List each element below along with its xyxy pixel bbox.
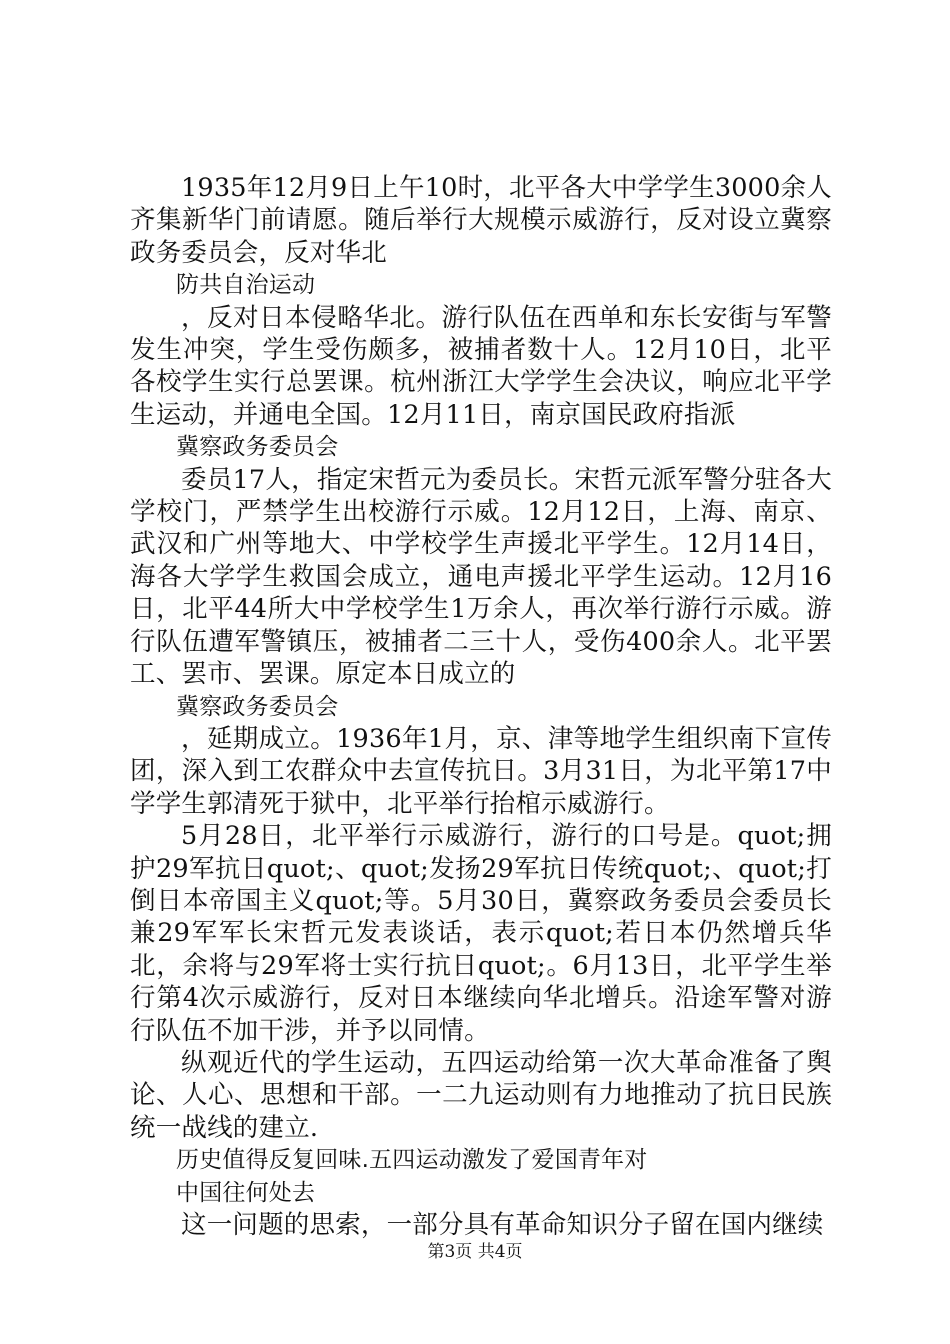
paragraph: 这一问题的思索，一部分具有革命知识分子留在国内继续 <box>181 1210 824 1240</box>
page-number-footer: 第3页 共4页 <box>427 1242 523 1262</box>
paragraph: 纵观近代的学生运动，五四运动给第一次大革命准备了舆论、人心、思想和干部。一二九运动则有力地推动了抗日民族统一战线的建立. <box>130 1047 832 1143</box>
paragraph: 冀察政务委员会 <box>176 434 339 461</box>
paragraph: 委员17人，指定宋哲元为委员长。宋哲元派军警分驻各大学校门，严禁学生出校游行示威。12月12日，上海、南京、武汉和广州等地大、中学校学生声援北平学生。12月14日，海各大学学生救国会成立，通电声援北平学生运动。12月16日，北平44所大中学校学生1万余人，再次举行游行示威。游行队伍遭军警镇压，被捕者二三十人，受伤400余人。北平罢工、罢市、罢课。原定本日成立的 <box>130 464 832 690</box>
document-body <box>130 172 832 1241</box>
paragraph: 5月28日，北平举行示威游行，游行的口号是。quot;拥护29军抗日quot;、quot;发扬29军抗日传统quot;、quot;打倒日本帝国主义quot;等。5月30日，冀察政务委员会委员长兼29军军长宋哲元发表谈话，表示quot;若日本仍然增兵华北，余将与29军将士实行抗日quot;。6月13日，北平学生举行第4次示威游行，反对日本继续向华北增兵。沿途军警对游行队伍不加干涉，并予以同情。 <box>130 821 832 1046</box>
paragraph: 1935年12月9日上午10时，北平各大中学学生3000余人齐集新华门前请愿。随后举行大规模示威游行，反对设立冀察政务委员会，反对华北 <box>130 173 832 268</box>
paragraph: ，延期成立。1936年1月，京、津等地学生组织南下宣传团，深入到工农群众中去宣传抗日。3月31日，为北平第17中学学生郭清死于狱中，北平举行抬棺示威游行。 <box>130 723 832 819</box>
paragraph: 冀察政务委员会 <box>176 693 339 720</box>
paragraph: 中国往何处去 <box>176 1179 316 1206</box>
paragraph: 历史值得反复回味.五四运动激发了爱国青年对 <box>176 1147 648 1174</box>
paragraph: 防共自治运动 <box>176 272 316 299</box>
paragraph: ，反对日本侵略华北。游行队伍在西单和东长安街与军警发生冲突，学生受伤颇多，被捕者数十人。12月10日，北平各校学生实行总罢课。杭州浙江大学学生会决议，响应北平学生运动，并通电全国。12月11日，南京国民政府指派 <box>130 302 832 430</box>
